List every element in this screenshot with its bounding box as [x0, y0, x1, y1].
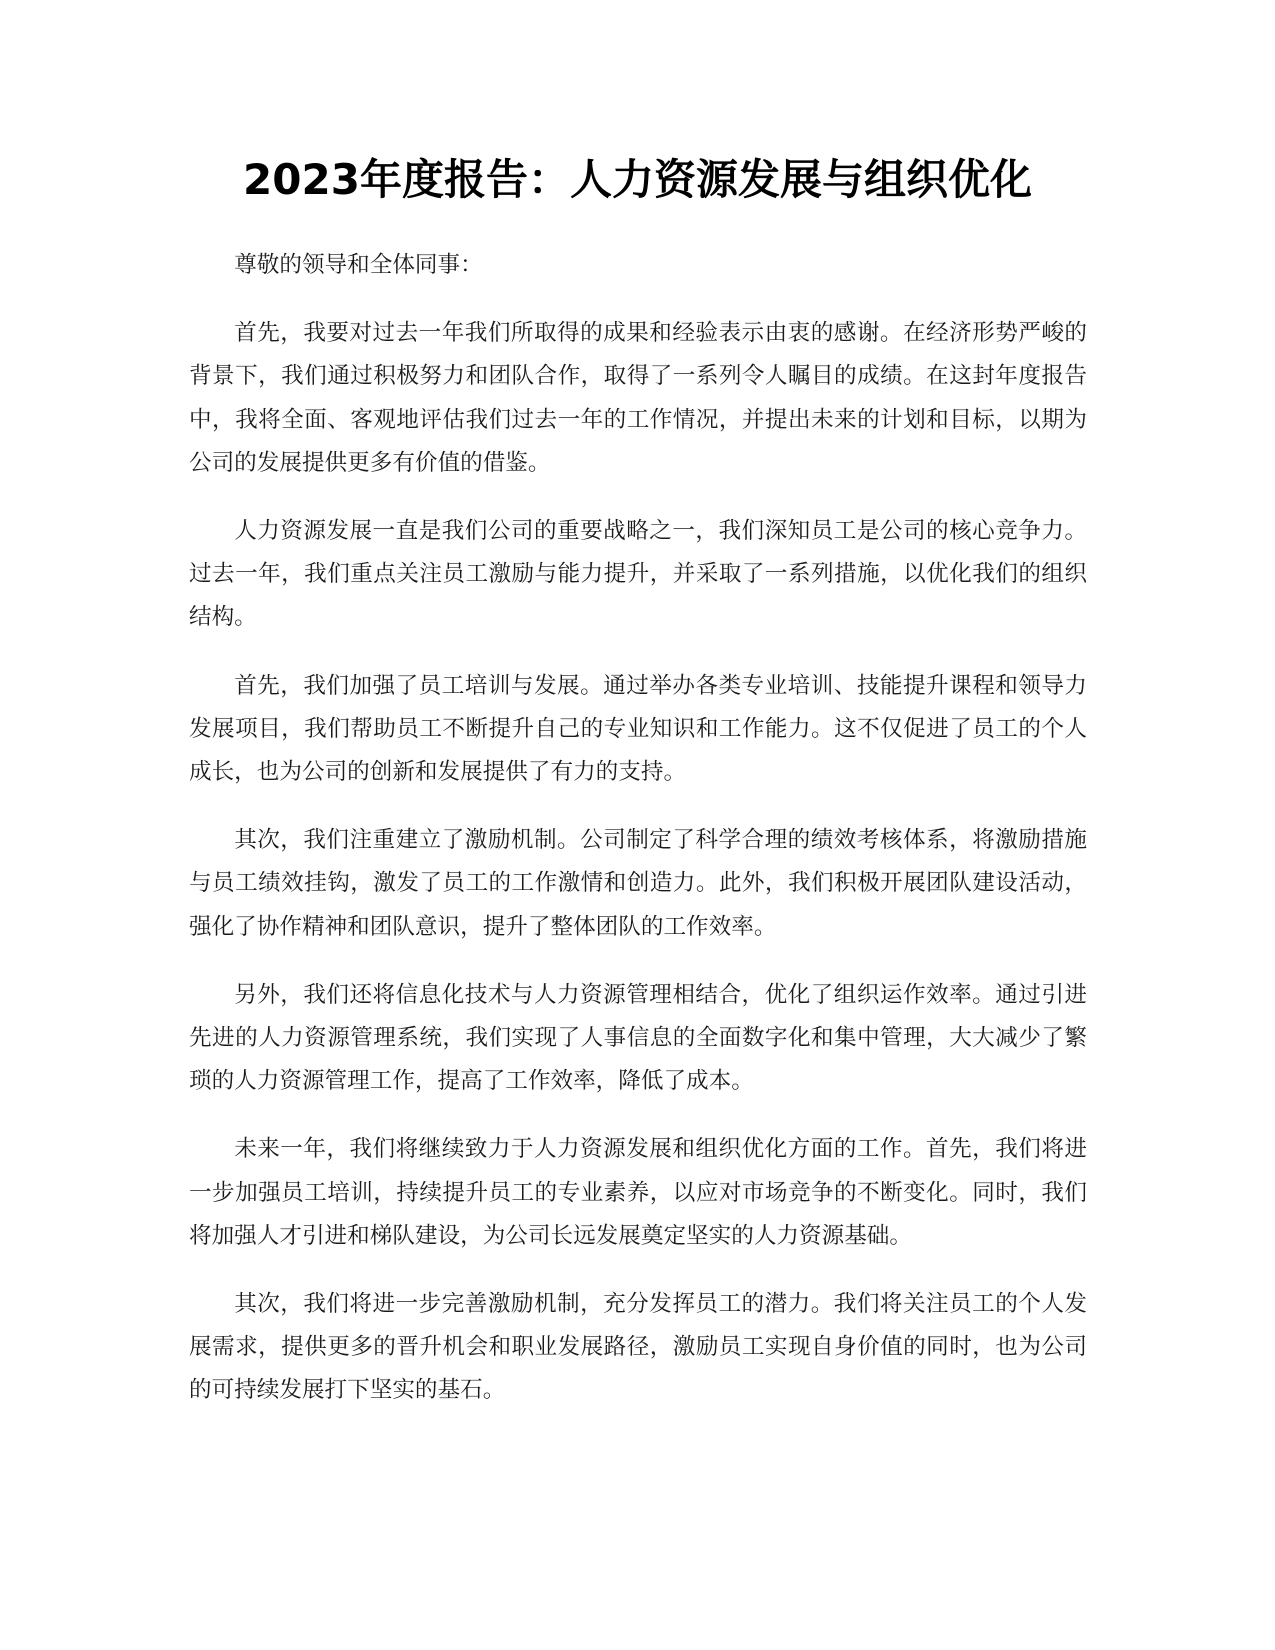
paragraph-future-incentives: 其次，我们将进一步完善激励机制，充分发挥员工的潜力。我们将关注员工的个人发展需求，提供更多的晋升机会和职业发展路径，激励员工实现自身价值的同时，也为公司的可持续发展打下坚实的基石。: [189, 1291, 1087, 1404]
paragraph-hr-strategy: 人力资源发展一直是我们公司的重要战略之一，我们深知员工是公司的核心竞争力。过去一年，我们重点关注员工激励与能力提升，并采取了一系列措施，以优化我们的组织结构。: [189, 518, 1087, 631]
paragraph-training: 首先，我们加强了员工培训与发展。通过举办各类专业培训、技能提升课程和领导力发展项目，我们帮助员工不断提升自己的专业知识和工作能力。这不仅促进了员工的个人成长，也为公司的创新和发展提供了有力的支持。: [189, 672, 1087, 786]
document-body: [189, 244, 1087, 1438]
paragraph-incentives: 其次，我们注重建立了激励机制。公司制定了科学合理的绩效考核体系，将激励措施与员工绩效挂钩，激发了员工的工作激情和创造力。此外，我们积极开展团队建设活动，强化了协作精神和团队意识，提升了整体团队的工作效率。: [189, 827, 1087, 940]
paragraph-future-plan: 未来一年，我们将继续致力于人力资源发展和组织优化方面的工作。首先，我们将进一步加强员工培训，持续提升员工的专业素养，以应对市场竞争的不断变化。同时，我们将加强人才引进和梯队建设，为公司长远发展奠定坚实的人力资源基础。: [189, 1136, 1087, 1249]
paragraph-intro: 首先，我要对过去一年我们所取得的成果和经验表示由衷的感谢。在经济形势严峻的背景下，我们通过积极努力和团队合作，取得了一系列令人瞩目的成绩。在这封年度报告中，我将全面、客观地评估我们过去一年的工作情况，并提出未来的计划和目标，以期为公司的发展提供更多有价值的借鉴。: [189, 320, 1087, 476]
salutation: 尊敬的领导和全体同事：: [234, 252, 483, 278]
paragraph-it-integration: 另外，我们还将信息化技术与人力资源管理相结合，优化了组织运作效率。通过引进先进的人力资源管理系统，我们实现了人事信息的全面数字化和集中管理，大大减少了繁琐的人力资源管理工作，提高了工作效率，降低了成本。: [189, 981, 1087, 1095]
document-title: 2023年度报告：人力资源发展与组织优化: [243, 155, 1032, 204]
